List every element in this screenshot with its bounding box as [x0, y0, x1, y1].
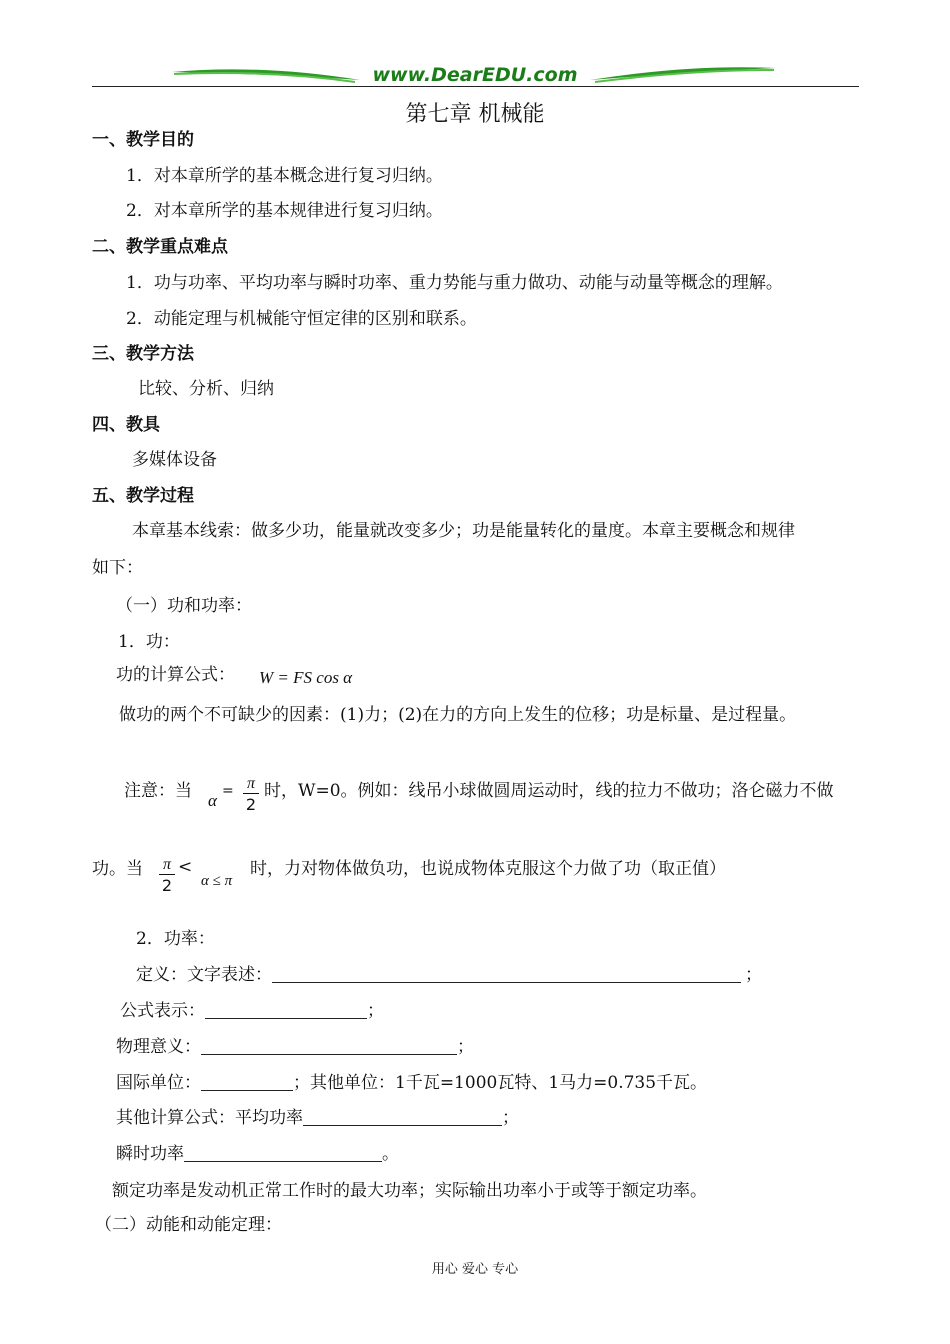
si-unit-blank[interactable]	[201, 1073, 293, 1091]
fraction-numerator: π	[246, 775, 255, 792]
meaning-blank[interactable]	[201, 1037, 457, 1055]
fraction-numerator: π	[162, 856, 171, 873]
logo-text: www.DearEDU.com	[372, 64, 578, 86]
fraction-pi-over-2	[159, 856, 175, 897]
section-body-3: 比较、分析、归纳	[138, 379, 274, 399]
equals-sign: =	[222, 783, 234, 799]
formula-row	[120, 1000, 384, 1022]
unit-row	[116, 1072, 707, 1094]
intro-line-1: 本章基本线索：做多少功，能量就改变多少；功是能量转化的量度。本章主要概念和规律	[132, 521, 795, 541]
rated-power-note: 额定功率是发动机正常工作时的最大功率；实际输出功率小于或等于额定功率。	[112, 1181, 707, 1201]
period: 。	[382, 1144, 399, 1164]
list-item: 2．对本章所学的基本规律进行复习归纳。	[126, 201, 443, 221]
fraction-denominator: 2	[161, 876, 173, 895]
section-heading-5: 五、教学过程	[92, 486, 194, 506]
definition-blank[interactable]	[272, 965, 741, 983]
other-formula-row	[116, 1107, 519, 1129]
list-item: 2．动能定理与机械能守恒定律的区别和联系。	[126, 309, 477, 329]
semicolon: ；	[367, 1001, 384, 1021]
page-title: 第七章 机械能	[405, 102, 545, 127]
si-unit-label: 国际单位：	[116, 1073, 201, 1093]
alpha-symbol: α	[208, 791, 217, 810]
work-formula: W = FS cos α	[259, 668, 353, 687]
section-heading-1: 一、教学目的	[92, 130, 194, 150]
section-body-4: 多媒体设备	[132, 450, 217, 470]
other-formula-label: 其他计算公式：平均功率	[116, 1108, 303, 1128]
fraction-pi-over-2	[243, 775, 259, 816]
section-heading-2: 二、教学重点难点	[92, 237, 228, 257]
part-title-2: （二）动能和动能定理：	[95, 1215, 282, 1235]
instant-power-blank[interactable]	[184, 1144, 382, 1162]
average-power-blank[interactable]	[303, 1108, 502, 1126]
subsection-power: 2．功率：	[136, 929, 215, 949]
list-item: 1．对本章所学的基本概念进行复习归纳。	[126, 166, 443, 186]
meaning-row	[116, 1036, 474, 1058]
instant-power-row	[116, 1143, 399, 1165]
page-footer: 用心 爱心 专心	[431, 1262, 519, 1277]
semicolon: ；	[502, 1108, 519, 1128]
section-heading-4: 四、教具	[92, 415, 160, 435]
subsection-work: 1．功：	[118, 632, 180, 652]
formula-blank[interactable]	[205, 1001, 367, 1019]
instant-power-label: 瞬时功率	[116, 1144, 184, 1164]
semicolon: ；	[457, 1037, 474, 1057]
part-title-1: （一）功和功率：	[116, 596, 252, 616]
work-factors: 做功的两个不可缺少的因素：(1)力；(2)在力的方向上发生的位移；功是标量、是过程量。	[119, 705, 797, 725]
negative-work-suffix: 时，力对物体做负功，也说成物体克服这个力做了功（取正值）	[250, 859, 726, 879]
formula-label: 功的计算公式：	[116, 665, 235, 685]
semicolon: ；	[745, 965, 762, 985]
formula-expression-label: 公式表示：	[120, 1001, 205, 1021]
other-units: ；其他单位：1千瓦=1000瓦特、1马力=0.735千瓦。	[293, 1073, 708, 1093]
section-heading-3: 三、教学方法	[92, 344, 194, 364]
definition-row	[136, 964, 762, 986]
header-divider	[92, 86, 859, 87]
intro-line-2: 如下：	[92, 558, 143, 578]
definition-label: 定义：文字表述：	[136, 965, 272, 985]
note-prefix: 注意：当	[124, 781, 192, 801]
list-item: 1．功与功率、平均功率与瞬时功率、重力势能与重力做功、动能与动量等概念的理解。	[126, 273, 783, 293]
alpha-le-pi: α ≤ π	[201, 873, 233, 889]
less-than-sign: <	[178, 857, 193, 877]
meaning-label: 物理意义：	[116, 1037, 201, 1057]
note-suffix: 时，W=0。例如：线吊小球做圆周运动时，线的拉力不做功；洛仑磁力不做	[264, 781, 834, 801]
fraction-denominator: 2	[245, 795, 257, 814]
negative-work-prefix: 功。当	[92, 859, 143, 879]
